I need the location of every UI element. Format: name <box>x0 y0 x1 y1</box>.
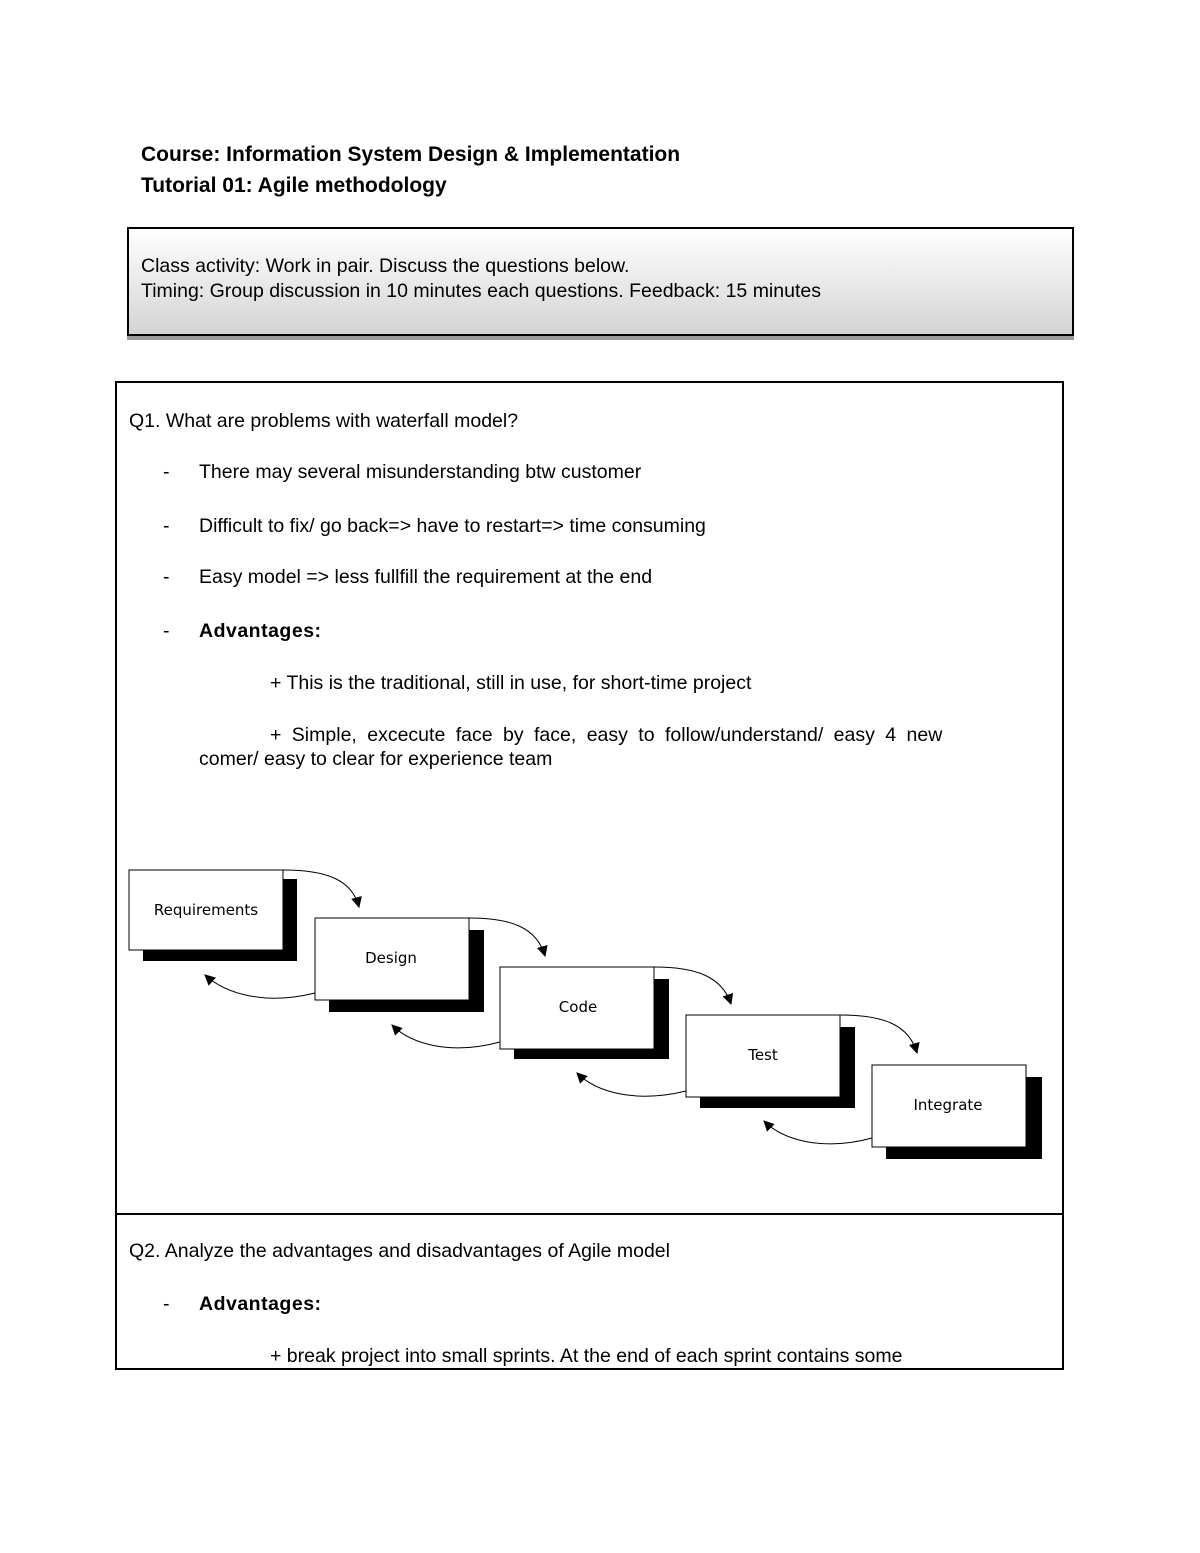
q1-bullet-3: Easy model => less fullfill the requirement at the end <box>199 566 653 588</box>
stage-requirements <box>129 870 297 961</box>
activity-timing: Timing: Group discussion in 10 minutes each questions. Feedback: 15 minutes <box>141 280 821 302</box>
stage-design <box>315 918 484 1012</box>
backward-arrow <box>577 1073 686 1096</box>
q1-advantages-label: Advantages: <box>199 620 322 642</box>
bullet-dash: - <box>163 515 170 537</box>
q2-advantage-1: + break project into small sprints. At the end of each sprint contains some <box>270 1345 903 1367</box>
backward-arrow <box>392 1025 500 1048</box>
backward-arrow <box>205 975 315 998</box>
q2-advantages-label: Advantages: <box>199 1293 322 1315</box>
bullet-dash: - <box>163 566 170 588</box>
stage-label: Requirements <box>153 901 259 919</box>
backward-arrow <box>764 1121 872 1144</box>
waterfall-diagram <box>127 865 1047 1165</box>
bullet-dash: - <box>163 461 170 483</box>
tutorial-title: Tutorial 01: Agile methodology <box>141 174 447 197</box>
stage-code <box>500 967 669 1059</box>
stage-label: Test <box>748 1046 778 1064</box>
q1-advantage-2-cont: comer/ easy to clear for experience team <box>199 748 553 770</box>
q1-bullet-2: Difficult to fix/ go back=> have to restart=> time consuming <box>199 515 706 537</box>
q1-question: Q1. What are problems with waterfall model? <box>129 410 519 432</box>
activity-instruction: Class activity: Work in pair. Discuss the questions below. <box>141 255 630 277</box>
q1-advantage-1: + This is the traditional, still in use, for short-time project <box>270 672 752 694</box>
q2-question: Q2. Analyze the advantages and disadvantages of Agile model <box>129 1240 670 1262</box>
stage-integrate <box>872 1065 1042 1159</box>
stage-label: Design <box>365 949 417 967</box>
q1-advantage-2: + Simple, excecute face by face, easy to follow/understand/ easy 4 new <box>270 724 943 746</box>
q1-bullet-1: There may several misunderstanding btw customer <box>199 461 642 483</box>
row-divider <box>117 1213 1062 1215</box>
class-activity-box <box>127 227 1074 336</box>
bullet-dash: - <box>163 1293 170 1315</box>
bullet-dash: - <box>163 620 170 642</box>
course-title: Course: Information System Design & Implementation <box>141 143 681 166</box>
stage-test <box>686 1015 855 1108</box>
stage-label: Code <box>558 998 598 1016</box>
stage-label: Integrate <box>913 1096 983 1114</box>
